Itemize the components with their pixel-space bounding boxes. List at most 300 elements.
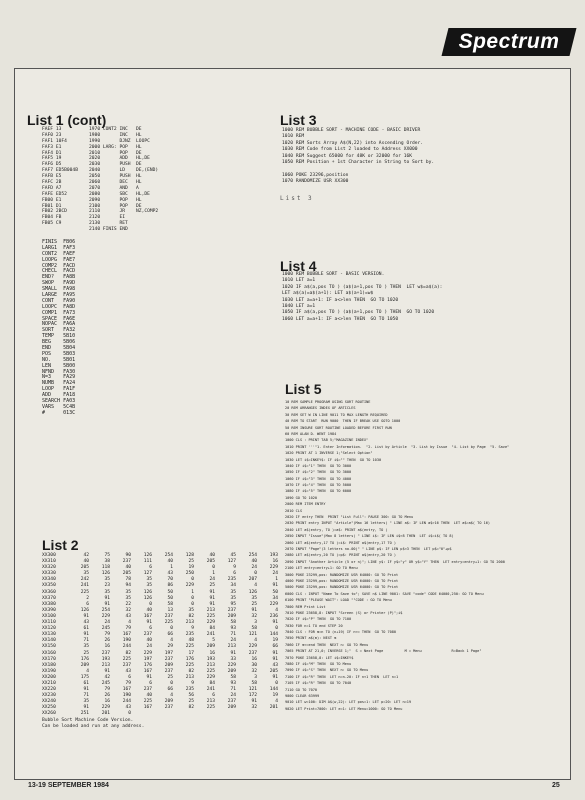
table-cell: 209 xyxy=(164,662,173,668)
table-cell: 91 xyxy=(146,620,152,626)
table-cell: 32 xyxy=(251,705,257,711)
table-cell: 229 xyxy=(101,705,110,711)
code-line: FAF7 ED5B004B 2040 LD DE,(END) xyxy=(42,168,159,174)
table-cell: 229 xyxy=(143,650,152,656)
code-line: 1080 IF i$="5" THEN GO TO 6000 xyxy=(285,489,352,494)
symbol-line: SPACE FA6E xyxy=(42,315,76,322)
table-cell: 0 xyxy=(170,680,173,686)
table-cell: 213 xyxy=(227,644,236,650)
table-cell: 229 xyxy=(206,674,215,680)
code-line: 1050 IF i$="2" THEN GO TO 3000 xyxy=(285,470,352,475)
table-cell: 71 xyxy=(83,638,89,644)
table-cell: 50 xyxy=(272,589,278,595)
table-cell: 40 xyxy=(146,607,152,613)
code-line: FAF1 10F4 1990 DJNZ LOOPC xyxy=(42,138,150,144)
table-cell: 201 xyxy=(269,705,278,711)
row-label: XX320 xyxy=(42,565,56,571)
symbol-line: SWOP FA9D xyxy=(42,280,76,287)
table-cell: 242 xyxy=(80,577,89,583)
table-cell: 79 xyxy=(125,626,131,632)
table-cell: 42 xyxy=(83,553,89,558)
table-cell: 225 xyxy=(80,589,89,595)
table-cell: 91 xyxy=(251,699,257,705)
table-cell: 225 xyxy=(143,699,152,705)
list1-code xyxy=(42,127,158,233)
table-cell: 35 xyxy=(188,607,194,613)
table-cell: 40 xyxy=(146,638,152,644)
table-cell: 229 xyxy=(248,644,257,650)
table-cell: 40 xyxy=(125,565,131,571)
code-line: 7090 IF i$="S" THEN NEXT n: GO TO Menu xyxy=(285,668,369,673)
table-cell: 251 xyxy=(80,711,89,717)
table-cell: 40 xyxy=(146,693,152,699)
table-cell: 6 xyxy=(233,571,236,577)
symbol-line: SORT FA32 xyxy=(42,327,76,334)
table-cell: 95 xyxy=(230,601,236,607)
code-line: 2050 INPUT "Issue"(Max 8 letters) " LINE i$: IF LEN i$>8 THEN LET i$=i$( TO 8) xyxy=(285,534,454,539)
table-cell: 58 xyxy=(167,601,173,607)
code-line: 1000 CLS : PRINT TAB 5;"MAGAZINE INDEX" xyxy=(285,438,369,443)
table-cell: 91 xyxy=(251,607,257,613)
symbol-line: END 5B04 xyxy=(42,345,76,352)
table-cell: 126 xyxy=(143,589,152,595)
code-line: FAFE ED52 2080 SBC HL,DE xyxy=(42,191,150,197)
code-line: 1010 LET a=1 xyxy=(282,278,316,284)
table-cell: 35 xyxy=(104,577,110,583)
table-cell: 111 xyxy=(143,559,152,565)
table-cell: 254 xyxy=(101,607,110,613)
table-cell: 4 xyxy=(86,668,89,674)
code-line: 7070 POKE 23658,8: LET i$=INKEY$ xyxy=(285,655,354,660)
table-cell: 229 xyxy=(101,613,110,619)
table-cell: 43 xyxy=(167,571,173,577)
table-cell: 225 xyxy=(185,662,194,668)
code-line: 1030 LET i$=INKEY$: IF i$="" THEN GO TO 1030 xyxy=(285,457,382,462)
table-cell: 82 xyxy=(188,613,194,619)
code-line: 1060 IF i$="3" THEN GO TO 4000 xyxy=(285,476,352,481)
table-cell: 213 xyxy=(206,699,215,705)
table-cell: 66 xyxy=(167,687,173,693)
table-cell: 176 xyxy=(185,656,194,662)
table-cell: 237 xyxy=(227,699,236,705)
symbol-line: FINIS FB06 xyxy=(42,239,76,245)
list3-code xyxy=(282,128,434,186)
table-cell: 34 xyxy=(272,595,278,601)
list3-scribble: List 3 xyxy=(280,195,314,202)
footer-date: 13-19 SEPTEMBER 1984 xyxy=(28,782,109,789)
table-cell: 6 xyxy=(86,601,89,607)
table-cell: 24 xyxy=(104,620,110,626)
code-line: 7010 POKE 23658,8: INPUT "Screen (S) or Printer (P)";i$ xyxy=(285,610,403,615)
table-cell: 90 xyxy=(125,553,131,558)
symbol-line: LARG1 FAF3 xyxy=(42,244,76,251)
table-cell: 91 xyxy=(272,674,278,680)
code-line: 1060 LET a=a+1: IF a<>len THEN GO TO 1050 xyxy=(282,316,399,322)
table-cell: 126 xyxy=(101,571,110,577)
table-cell: 4 xyxy=(275,699,278,705)
code-line: 1030 LET a=a+1: IF a<>len THEN GO TO 1020 xyxy=(282,297,399,303)
table-cell: 237 xyxy=(248,650,257,656)
symbol-line: NUMB FA24 xyxy=(42,380,76,387)
symbol-line: N=3 FA29 xyxy=(42,374,76,381)
table-cell: 4 xyxy=(254,638,257,644)
table-cell: 213 xyxy=(101,662,110,668)
table-cell: 40 xyxy=(209,553,215,558)
code-line: 1090 GO TO 1020 xyxy=(285,495,318,500)
table-cell: 82 xyxy=(125,650,131,656)
code-line: 7080 IF i$="M" THEN GO TO Menu xyxy=(285,662,352,667)
row-label: XX330 xyxy=(42,571,56,577)
table-cell: 225 xyxy=(122,656,131,662)
table-cell: 91 xyxy=(272,583,278,589)
table-cell: 43 xyxy=(83,620,89,626)
code-line: FAFD A7 2070 AND A xyxy=(42,185,139,191)
table-cell: 1 xyxy=(212,571,215,577)
table-cell: 16 xyxy=(104,699,110,705)
table-cell: 61 xyxy=(83,680,89,686)
page-number: 25 xyxy=(552,782,560,789)
table-cell: 128 xyxy=(185,553,194,558)
table-cell: 0 xyxy=(254,571,257,577)
table-cell: 19 xyxy=(272,638,278,644)
code-line: FB04 FB 2120 EI xyxy=(42,215,125,221)
symbol-line: COMP2 FACD xyxy=(42,262,76,269)
code-line: 9000 CLEAR 63999 xyxy=(285,693,320,698)
table-cell: 167 xyxy=(122,632,131,638)
row-label: XX300 xyxy=(42,553,56,558)
code-line: 7065 PRINT AT 21,0; INVERSE 1;" S = Next Page M = Menu R=Back 1 Page" xyxy=(285,649,482,654)
table-cell: 245 xyxy=(101,680,110,686)
table-cell: 4 xyxy=(170,638,173,644)
table-cell: 78 xyxy=(125,577,131,583)
table-cell: 71 xyxy=(230,687,236,693)
table-cell: 91 xyxy=(146,674,152,680)
code-line: 3000 POKE 23299,pos: RANDOMIZE USR 64000: GO TO Print xyxy=(285,572,399,577)
row-label: XX120 xyxy=(42,626,56,632)
symbol-line: POS 5B03 xyxy=(42,350,76,357)
table-cell: 244 xyxy=(122,699,131,705)
table-cell: 1 xyxy=(170,565,173,571)
table-cell: 58 xyxy=(251,626,257,632)
table-cell: 213 xyxy=(206,662,215,668)
table-cell: 91 xyxy=(104,601,110,607)
table-cell: 241 xyxy=(80,583,89,589)
code-line: 7030 FOR n=1 TO end STEP 20 xyxy=(285,623,343,628)
table-cell: 205 xyxy=(269,668,278,674)
table-cell: 6 xyxy=(149,626,152,632)
table-cell: 0 xyxy=(275,680,278,686)
code-line: 1030 REM Code from List 2 loaded to Address XX000 xyxy=(282,147,418,153)
table-cell: 91 xyxy=(209,595,215,601)
table-cell: 93 xyxy=(230,626,236,632)
table-cell: 225 xyxy=(206,613,215,619)
row-label: XX110 xyxy=(42,620,56,626)
code-line: 5000 POKE 23299,pos: RANDOMIZE USR 64000: GO TO Print xyxy=(285,585,399,590)
table-cell: 35 xyxy=(251,595,257,601)
table-cell: 237 xyxy=(164,668,173,674)
table-cell: 121 xyxy=(248,632,257,638)
table-cell: 94 xyxy=(125,583,131,589)
table-cell: 16 xyxy=(272,559,278,565)
code-line: FB01 D1 2100 POP DE xyxy=(42,203,142,209)
table-cell: 91 xyxy=(209,589,215,595)
table-cell: 29 xyxy=(167,644,173,650)
table-cell: 213 xyxy=(185,620,194,626)
table-cell: 237 xyxy=(164,705,173,711)
table-cell: 126 xyxy=(248,589,257,595)
symbol-line: BEG 5B06 xyxy=(42,339,76,346)
code-line: 60 REM ALAN D. WENT 1984 xyxy=(285,431,337,436)
symbol-line: NOPAC FA6A xyxy=(42,321,76,328)
table-cell: 35 xyxy=(230,589,236,595)
table-cell: 250 xyxy=(185,571,194,577)
code-line: 2090 INPUT "Another Article (5 or n)"; LINE y$: IF y$="y" OR y$="Y" THEN LET entry=entry+1: GO TO 2000 xyxy=(285,559,505,564)
table-cell: 6 xyxy=(128,674,131,680)
code-line: 1070 RANDOMIZE USR XX300 xyxy=(282,179,349,185)
symbol-line: VARS 5C4B xyxy=(42,403,76,410)
code-line: 1070 IF i$="4" THEN GO TO 5000 xyxy=(285,483,352,488)
table-cell: 42 xyxy=(104,674,110,680)
table-cell: 213 xyxy=(185,674,194,680)
table-cell: 209 xyxy=(80,662,89,668)
code-line: 7105 IF i$="R" THEN GO TO 7040 xyxy=(285,681,352,686)
table-cell: 22 xyxy=(125,601,131,607)
table-cell: 205 xyxy=(80,565,89,571)
table-cell: 26 xyxy=(104,693,110,699)
table-cell: 175 xyxy=(80,674,89,680)
list1-symbol-table xyxy=(42,240,75,417)
code-line: FAFB E5 2050 PUSH HL xyxy=(42,174,142,180)
table-cell: 91 xyxy=(272,650,278,656)
table-cell: 209 xyxy=(164,699,173,705)
table-cell: 70 xyxy=(167,577,173,583)
symbol-line: LEN 5B00 xyxy=(42,362,76,369)
symbol-line: SEARCH FA03 xyxy=(42,398,76,405)
row-label: XX250 xyxy=(42,705,56,711)
table-cell: 35 xyxy=(146,577,152,583)
table-cell: 43 xyxy=(125,668,131,674)
table-cell: 71 xyxy=(83,693,89,699)
table-cell: 16 xyxy=(209,650,215,656)
table-cell: 24 xyxy=(251,565,257,571)
code-line: 7050 PRINT a$(m): NEXT m xyxy=(285,636,337,641)
table-cell: 91 xyxy=(272,620,278,626)
row-label: XX390 xyxy=(42,607,56,613)
table-cell: 24 xyxy=(272,571,278,577)
table-cell: 9 xyxy=(233,565,236,571)
table-cell: 32 xyxy=(251,668,257,674)
code-line: 9020 LET Print=7000: LET e=1: LET Menu=1000: GO TO Menu xyxy=(285,706,403,711)
code-line: FB05 C9 2130 RET xyxy=(42,221,128,227)
row-label: XX350 xyxy=(42,583,56,589)
table-cell: 17 xyxy=(188,650,194,656)
table-cell: 190 xyxy=(122,693,131,699)
code-line: 2000 REM ITEM ENTRY xyxy=(285,502,326,507)
table-cell: 24 xyxy=(230,693,236,699)
table-cell: 35 xyxy=(83,699,89,705)
table-cell: 4 xyxy=(170,693,173,699)
table-cell: 71 xyxy=(230,632,236,638)
list5-title: List 5 xyxy=(285,381,322,397)
row-label: XX230 xyxy=(42,693,56,699)
symbol-line: LARGE FA95 xyxy=(42,292,76,299)
code-line: FAFC 2B 2060 DEC HL xyxy=(42,180,142,186)
code-line: FB00 E1 2090 POP HL xyxy=(42,197,142,203)
code-line: 2020 IF entry THEN PRINT "List Full": PAUSE 300: GO TO Menu xyxy=(285,515,414,520)
table-cell: 25 xyxy=(209,583,215,589)
table-cell: 126 xyxy=(143,553,152,558)
table-cell: 6 xyxy=(149,680,152,686)
table-cell: 229 xyxy=(206,620,215,626)
code-line: 1040 REM Suggest 65000 for 48K or 32000 for 16K xyxy=(282,153,412,159)
code-line: 40 REM TO START RUN 9000 THEN IF BREAK USE GOTO 1000 xyxy=(285,419,401,424)
table-cell: 127 xyxy=(143,571,152,577)
table-cell: 225 xyxy=(206,705,215,711)
table-cell: 19 xyxy=(272,693,278,699)
table-cell: 236 xyxy=(269,613,278,619)
list4-title: List 4 xyxy=(280,258,317,274)
code-line: 20 REM ARRANGES INDEX OF ARTICLES xyxy=(285,406,356,411)
row-label: XX260 xyxy=(42,711,56,717)
table-cell: 91 xyxy=(83,613,89,619)
table-cell: 35 xyxy=(146,583,152,589)
table-cell: 209 xyxy=(227,668,236,674)
row-label: XX220 xyxy=(42,687,56,693)
table-cell: 35 xyxy=(104,589,110,595)
table-cell: 121 xyxy=(248,687,257,693)
list2-data-table xyxy=(42,553,278,730)
table-cell: 144 xyxy=(269,632,278,638)
table-cell: 237 xyxy=(122,662,131,668)
code-line: 1040 LET a=1 xyxy=(282,303,316,309)
table-cell: 79 xyxy=(104,687,110,693)
code-line: 9010 LET w=100: DIM A$(w,22): LET pos=1: LET p=20: LET n=19 xyxy=(285,700,411,705)
table-cell: 244 xyxy=(122,644,131,650)
table-cell: 167 xyxy=(143,705,152,711)
table-cell: 6 xyxy=(149,565,152,571)
table-cell: 19 xyxy=(188,565,194,571)
table-cell: 225 xyxy=(206,668,215,674)
code-line: 1060 POKE 23296,position xyxy=(282,172,349,178)
table-cell: 24 xyxy=(146,644,152,650)
table-cell: 1 xyxy=(275,577,278,583)
code-line: 2100 LET entry=entry+1: GO TO Menu xyxy=(285,566,358,571)
table-cell: 82 xyxy=(188,705,194,711)
table-cell: 30 xyxy=(251,662,257,668)
table-cell: 205 xyxy=(206,559,215,565)
table-cell: 40 xyxy=(251,559,257,565)
table-cell: 4 xyxy=(254,583,257,589)
symbol-line: COMP1 FA73 xyxy=(42,309,76,316)
symbol-line: SMALL FA98 xyxy=(42,286,76,293)
table-cell: 35 xyxy=(83,644,89,650)
code-line: 1000 REM BUBBLE SORT - MACHINE CODE - BASIC DRIVER xyxy=(282,128,421,133)
symbol-line: LOOP FA1F xyxy=(42,386,76,393)
table-cell: 144 xyxy=(269,687,278,693)
table-cell: 4 xyxy=(275,607,278,613)
table-cell: 0 xyxy=(191,577,194,583)
table-cell: 91 xyxy=(83,632,89,638)
table-cell: 26 xyxy=(104,638,110,644)
symbol-line: TEMP 5B10 xyxy=(42,333,76,340)
table-cell: 5 xyxy=(212,638,215,644)
table-cell: 40 xyxy=(83,559,89,565)
table-cell: 58 xyxy=(230,620,236,626)
row-label: XX100 xyxy=(42,613,56,619)
table-cell: 193 xyxy=(269,553,278,558)
table-cell: 79 xyxy=(125,680,131,686)
table-cell: 213 xyxy=(206,607,215,613)
symbol-line: NFND FA30 xyxy=(42,368,76,375)
code-line: 1050 IF a$(a,pos TO ) (a$(a+1,pos TO ) THEN GO TO 1020 xyxy=(282,310,435,316)
table-cell: 229 xyxy=(269,601,278,607)
table-cell: 91 xyxy=(83,705,89,711)
symbol-line: LOOPC FA8D xyxy=(42,303,76,310)
row-label: XX360 xyxy=(42,589,56,595)
table-cell: 229 xyxy=(185,583,194,589)
table-cell: 24 xyxy=(209,577,215,583)
table-cell: 9 xyxy=(191,680,194,686)
row-label: XX140 xyxy=(42,638,56,644)
table-cell: 91 xyxy=(209,601,215,607)
code-line: 1040 IF i$="1" THEN GO TO 3000 xyxy=(285,463,352,468)
table-cell: 245 xyxy=(101,626,110,632)
table-cell: 237 xyxy=(143,632,152,638)
code-line: LET a$(a)=a$(a+1): LET a$(a+1)=w$ xyxy=(282,291,374,297)
table-cell: 84 xyxy=(209,626,215,632)
table-cell: 126 xyxy=(143,595,152,601)
table-cell: 91 xyxy=(83,687,89,693)
table-cell: 235 xyxy=(185,632,194,638)
code-line: 7060 IF m<=end THEN NEXT n: GO TO Menu xyxy=(285,642,369,647)
table-cell: 91 xyxy=(230,650,236,656)
table-cell: 61 xyxy=(83,626,89,632)
table-cell: 35 xyxy=(83,571,89,577)
row-label: XX160 xyxy=(42,650,56,656)
section-banner xyxy=(442,28,577,56)
list2-note: Bubble Sort Machine Code Version. xyxy=(42,717,134,723)
table-cell: 58 xyxy=(230,674,236,680)
code-line: 2060 LET a$(entry,17 TO )=i$: PRINT a$(entry,17 TO ) xyxy=(285,540,397,545)
table-cell: 32 xyxy=(125,607,131,613)
code-line: 10 REM SAMPLE PROGRAM USING SORT ROUTINE xyxy=(285,400,371,404)
table-cell: 201 xyxy=(101,711,110,717)
table-cell: 43 xyxy=(272,662,278,668)
table-cell: 4 xyxy=(128,620,131,626)
table-cell: 237 xyxy=(164,656,173,662)
code-line: FAEF 13 1970 CONT2 INC DE xyxy=(42,127,142,132)
row-label: XX180 xyxy=(42,662,56,668)
table-cell: 229 xyxy=(227,662,236,668)
table-cell: 209 xyxy=(206,644,215,650)
table-cell: 13 xyxy=(167,607,173,613)
table-cell: 172 xyxy=(248,693,257,699)
symbol-line: CONT2 FAEF xyxy=(42,250,76,257)
code-line: 1020 IF a$(a,pos TO ) (a$(a+1,pos TO ) THEN LET w$=a$(a): xyxy=(282,284,443,290)
code-line: 2010 CLS xyxy=(285,508,303,513)
row-label: XX170 xyxy=(42,656,56,662)
table-cell: 237 xyxy=(122,559,131,565)
code-line: FAF0 23 1980 INC HL xyxy=(42,132,142,138)
row-label: XX190 xyxy=(42,668,56,674)
table-row xyxy=(42,711,278,717)
row-label: XX370 xyxy=(42,595,56,601)
table-cell: 209 xyxy=(227,705,236,711)
table-cell: 235 xyxy=(227,577,236,583)
table-cell: 86 xyxy=(167,583,173,589)
code-line: 7040 CLS : FOR m=n TO (n+19) IF n<= THEN GO TO 7080 xyxy=(285,630,397,635)
code-line: 6100 PRINT "PLEASE WAIT": LOAD ""CODE : GO TO Menu xyxy=(285,598,392,603)
